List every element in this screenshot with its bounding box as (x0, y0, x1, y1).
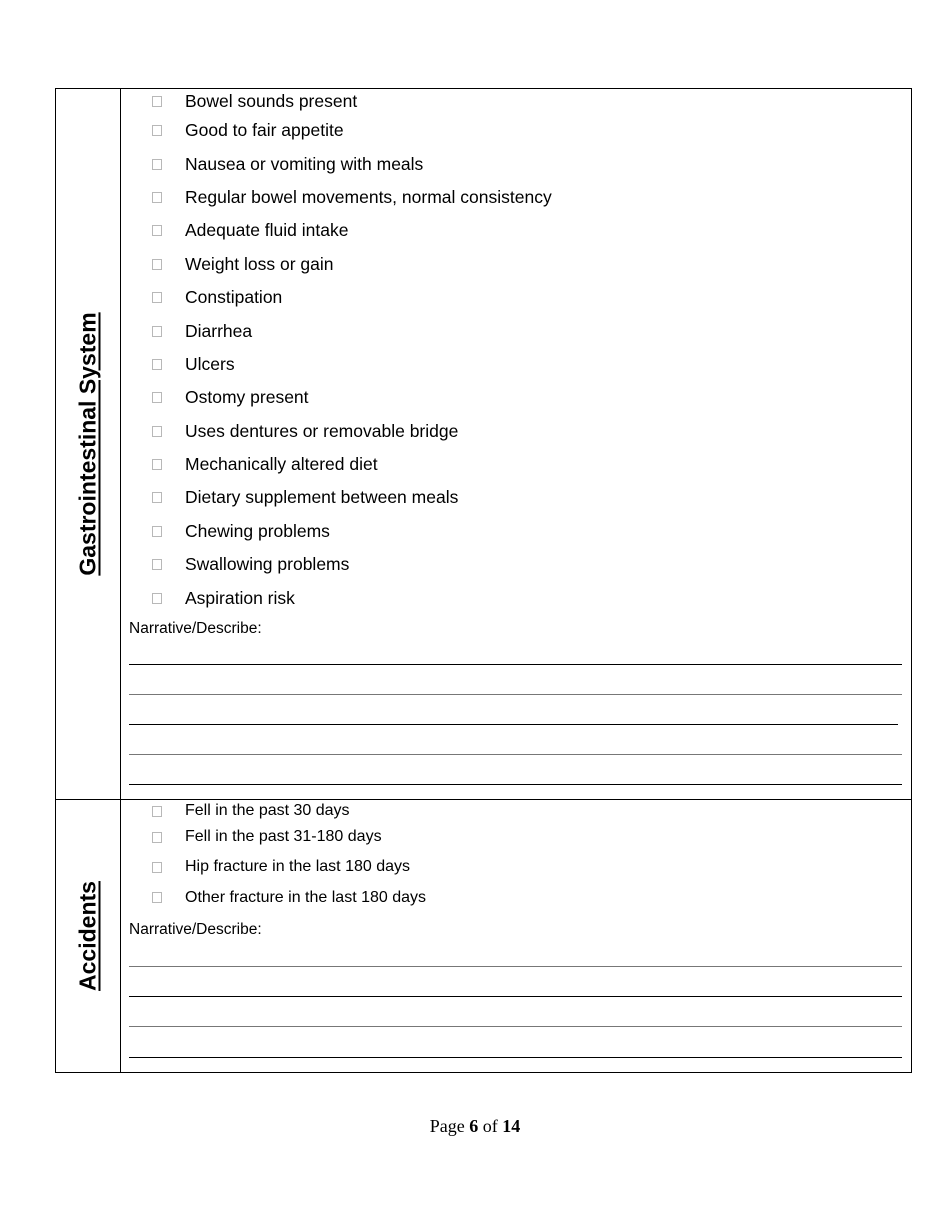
checklist-item (121, 481, 911, 514)
narrative-label: Narrative/Describe: (129, 920, 262, 938)
narrative-line[interactable] (129, 967, 902, 997)
page-footer (0, 1116, 950, 1137)
narrative-line[interactable] (129, 939, 902, 967)
checklist-item (121, 89, 911, 114)
checklist-item-label: Diarrhea (185, 320, 253, 341)
checklist-item-label: Bowel sounds present (185, 91, 358, 111)
accidents-label-cell (56, 800, 121, 1073)
checklist-item (121, 281, 911, 314)
checklist-item-label: Regular bowel movements, normal consistency (185, 186, 552, 207)
checklist-item-label: Dietary supplement between meals (185, 487, 459, 508)
checklist-item (121, 448, 911, 481)
gastrointestinal-section (56, 89, 912, 800)
gastrointestinal-section-title: Gastrointestinal System (74, 312, 101, 576)
assessment-form-table (55, 88, 912, 1073)
checklist-item (121, 883, 911, 913)
narrative-line[interactable] (129, 725, 902, 755)
narrative-line[interactable] (129, 997, 902, 1027)
narrative-line[interactable] (129, 642, 902, 665)
narrative-lines (129, 642, 902, 785)
gastrointestinal-checklist (121, 89, 911, 615)
checklist-item-label: Ostomy present (185, 387, 309, 408)
checkbox[interactable] (152, 192, 162, 203)
checklist-item-label: Chewing problems (185, 520, 330, 541)
checklist-item (121, 852, 911, 882)
checkbox[interactable] (152, 459, 162, 470)
checklist-item (121, 114, 911, 147)
checklist-item (121, 181, 911, 214)
checkbox[interactable] (152, 326, 162, 337)
narrative-line[interactable] (129, 1027, 902, 1058)
checkbox[interactable] (152, 526, 162, 537)
checklist-item-label: Nausea or vomiting with meals (185, 153, 424, 174)
checklist-item-label: Fell in the past 30 days (185, 802, 350, 819)
checklist-item-label: Swallowing problems (185, 554, 350, 575)
page-total: 14 (502, 1116, 521, 1136)
checkbox[interactable] (152, 392, 162, 403)
checklist-item (121, 581, 911, 614)
checklist-item-label: Uses dentures or removable bridge (185, 420, 459, 441)
narrative-line[interactable] (129, 665, 902, 695)
gastrointestinal-content (121, 89, 912, 800)
accidents-section (56, 800, 912, 1073)
checkbox[interactable] (152, 96, 162, 107)
checkbox[interactable] (152, 492, 162, 503)
page-word: Page (429, 1116, 465, 1136)
checklist-item-label: Constipation (185, 287, 283, 308)
checkbox[interactable] (152, 225, 162, 236)
checklist-item (121, 415, 911, 448)
checklist-item-label: Hip fracture in the last 180 days (185, 858, 411, 876)
accidents-content (121, 800, 912, 1073)
narrative-label: Narrative/Describe: (129, 619, 262, 637)
checklist-item (121, 381, 911, 414)
checkbox[interactable] (152, 292, 162, 303)
checkbox[interactable] (152, 593, 162, 604)
checklist-item-label: Mechanically altered diet (185, 454, 378, 475)
checklist-item-label: Aspiration risk (185, 587, 295, 608)
checklist-item-label: Fell in the past 31-180 days (185, 828, 382, 846)
gastrointestinal-label-cell (56, 89, 121, 800)
checklist-item (121, 515, 911, 548)
narrative-line[interactable] (129, 695, 898, 725)
checkbox[interactable] (152, 892, 162, 903)
page-number: 6 (469, 1116, 479, 1136)
of-word: of (482, 1116, 498, 1136)
checklist-item (121, 214, 911, 247)
checklist-item-label: Ulcers (185, 353, 235, 374)
checklist-item (121, 548, 911, 581)
checkbox[interactable] (152, 806, 162, 817)
accidents-checklist (121, 800, 911, 913)
checkbox[interactable] (152, 862, 162, 873)
narrative-lines (129, 939, 902, 1058)
checklist-item-label: Other fracture in the last 180 days (185, 888, 427, 906)
checkbox[interactable] (152, 832, 162, 843)
checklist-item (121, 248, 911, 281)
checkbox[interactable] (152, 125, 162, 136)
checklist-item (121, 314, 911, 347)
checkbox[interactable] (152, 426, 162, 437)
narrative-line[interactable] (129, 755, 902, 785)
checkbox[interactable] (152, 259, 162, 270)
checklist-item (121, 147, 911, 180)
accidents-section-title: Accidents (74, 881, 101, 991)
checklist-item (121, 348, 911, 381)
checklist-item (121, 800, 911, 822)
checkbox[interactable] (152, 559, 162, 570)
checkbox[interactable] (152, 159, 162, 170)
checklist-item-label: Good to fair appetite (185, 120, 344, 141)
checklist-item-label: Weight loss or gain (185, 253, 334, 274)
checklist-item-label: Adequate fluid intake (185, 220, 349, 241)
checklist-item (121, 822, 911, 852)
checkbox[interactable] (152, 359, 162, 370)
